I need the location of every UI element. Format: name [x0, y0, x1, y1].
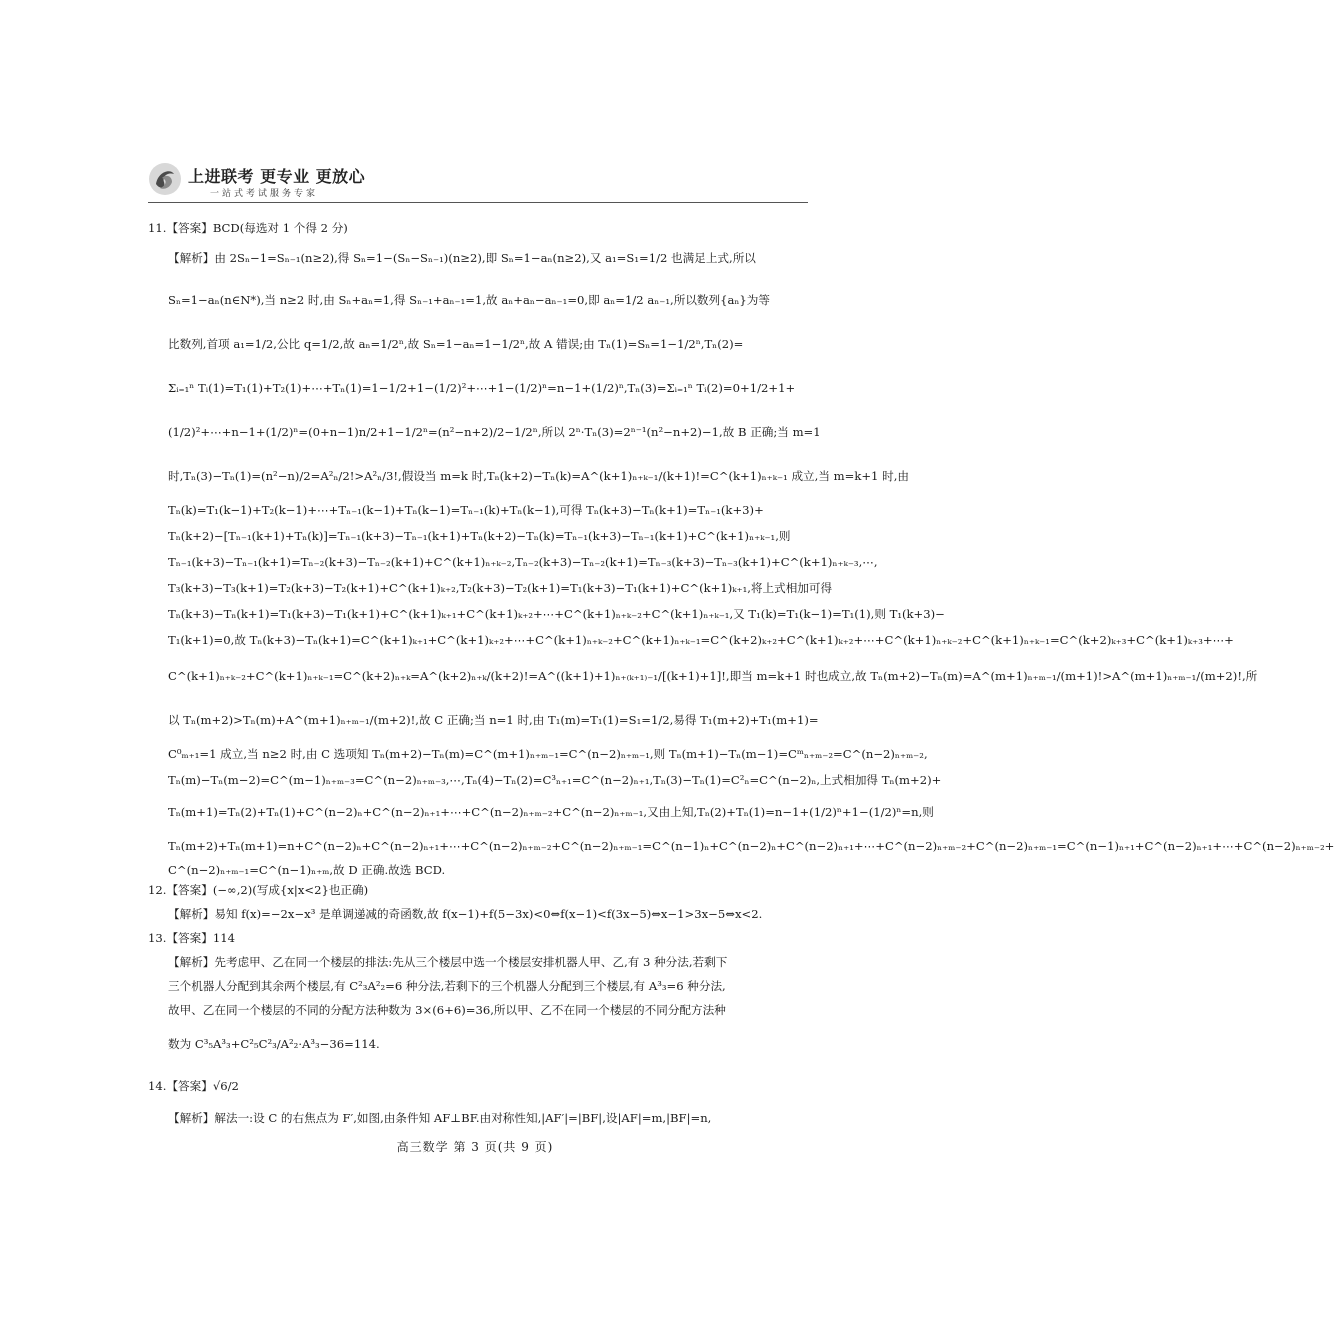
- solution-line: C^(k+1)ₙ₊ₖ₋₂+C^(k+1)ₙ₊ₖ₋₁=C^(k+2)ₙ₊ₖ=A^(k+2)ₙ₊ₖ/(k+2)!=A^((k+1)+1)ₙ₊₍ₖ₊₁₎₋₁/[(k+1)+1]!,即当 m=k+1 时也成立,故 Tₙ(m+2)−Tₙ(m)=A^(m+1)ₙ₊ₘ₋₁/(m+1)!>A^(m+1)ₙ₊ₘ₋₁/(m+2)!,所: [168, 669, 1258, 683]
- solution-line: 【解析】由 2Sₙ−1=Sₙ₋₁(n≥2),得 Sₙ=1−(Sₙ−Sₙ₋₁)(n≥2),即 Sₙ=1−aₙ(n≥2),又 a₁=S₁=1/2 也满足上式,所以: [168, 251, 756, 265]
- solution-line: 【解析】先考虑甲、乙在同一个楼层的排法:先从三个楼层中选一个楼层安排机器人甲、乙,有 3 种分法,若剩下: [168, 955, 728, 969]
- solution-line: Tₙ(m+2)+Tₙ(m+1)=n+C^(n−2)ₙ+C^(n−2)ₙ₊₁+⋯+C^(n−2)ₙ₊ₘ₋₂+C^(n−2)ₙ₊ₘ₋₁=C^(n−1)ₙ+C^(n−2)ₙ+C^(n−2)ₙ₊₁+⋯+C^(n−2)ₙ₊ₘ₋₂+C^(n−2)ₙ₊ₘ₋₁=C^(n−1)ₙ₊₁+C^(n−2)ₙ₊₁+⋯+C^(n−2)ₙ₊ₘ₋₂+: [168, 839, 1334, 853]
- solution-line: (1/2)²+⋯+n−1+(1/2)ⁿ=(0+n−1)n/2+1−1/2ⁿ=(n²−n+2)/2−1/2ⁿ,所以 2ⁿ·Tₙ(3)=2ⁿ⁻¹(n²−n+2)−1,故 B 正确;当 m=1: [168, 425, 821, 439]
- page-footer: 高三数学 第 3 页(共 9 页): [396, 1140, 554, 1154]
- solution-line: Σᵢ₌₁ⁿ Tᵢ(1)=T₁(1)+T₂(1)+⋯+Tₙ(1)=1−1/2+1−(1/2)²+⋯+1−(1/2)ⁿ=n−1+(1/2)ⁿ,Tₙ(3)=Σᵢ₌₁ⁿ Tᵢ(2)=0+1/2+1+: [168, 381, 796, 395]
- solution-line: T₃(k+3)−T₃(k+1)=T₂(k+3)−T₂(k+1)+C^(k+1)ₖ₊₂,T₂(k+3)−T₂(k+1)=T₁(k+3)−T₁(k+1)+C^(k+1)ₖ₊₁,将上式相加可得: [168, 581, 833, 595]
- page-header: [148, 162, 808, 206]
- brand-logo-icon: [148, 162, 182, 196]
- solution-line: 三个机器人分配到其余两个楼层,有 C²₃A²₂=6 种分法,若剩下的三个机器人分配到三个楼层,有 A³₃=6 种分法,: [168, 979, 726, 993]
- question-answer-line: 11.【答案】BCD(每选对 1 个得 2 分): [148, 221, 348, 235]
- solution-line: Tₙ(k)=T₁(k−1)+T₂(k−1)+⋯+Tₙ₋₁(k−1)+Tₙ(k−1)=Tₙ₋₁(k)+Tₙ(k−1),可得 Tₙ(k+3)−Tₙ(k+1)=Tₙ₋₁(k+3)+: [168, 503, 764, 517]
- solution-line: T₁(k+1)=0,故 Tₙ(k+3)−Tₙ(k+1)=C^(k+1)ₖ₊₁+C^(k+1)ₖ₊₂+⋯+C^(k+1)ₙ₊ₖ₋₂+C^(k+1)ₙ₊ₖ₋₁=C^(k+2)ₖ₊₂+C^(k+1)ₖ₊₂+⋯+C^(k+1)ₙ₊ₖ₋₂+C^(k+1)ₙ₊ₖ₋₁=C^(k+2)ₖ₊₃+C^(k+1)ₖ₊₃+⋯+: [168, 633, 1234, 647]
- solution-line: 比数列,首项 a₁=1/2,公比 q=1/2,故 aₙ=1/2ⁿ,故 Sₙ=1−aₙ=1−1/2ⁿ,故 A 错误;由 Tₙ(1)=Sₙ=1−1/2ⁿ,Tₙ(2)=: [168, 337, 744, 351]
- solution-line: C^(n−2)ₙ₊ₘ₋₁=C^(n−1)ₙ₊ₘ,故 D 正确.故选 BCD.: [168, 863, 446, 877]
- solution-line: Tₙ(m)−Tₙ(m−2)=C^(m−1)ₙ₊ₘ₋₃=C^(n−2)ₙ₊ₘ₋₃,⋯,Tₙ(4)−Tₙ(2)=C³ₙ₊₁=C^(n−2)ₙ₊₁,Tₙ(3)−Tₙ(1)=C²ₙ=C^(n−2)ₙ,上式相加得 Tₙ(m+2)+: [168, 773, 942, 787]
- solution-line: 时,Tₙ(3)−Tₙ(1)=(n²−n)/2=A²ₙ/2!>A²ₙ/3!,假设当 m=k 时,Tₙ(k+2)−Tₙ(k)=A^(k+1)ₙ₊ₖ₋₁/(k+1)!=C^(k+1)ₙ₊ₖ₋₁ 成立,当 m=k+1 时,由: [168, 469, 909, 483]
- solution-line: C⁰ₘ₊₁=1 成立,当 n≥2 时,由 C 选项知 Tₙ(m+2)−Tₙ(m)=C^(m+1)ₙ₊ₘ₋₁=C^(n−2)ₙ₊ₘ₋₁,则 Tₙ(m+1)−Tₙ(m−1)=Cᵐₙ₊ₘ₋₂=C^(n−2)ₙ₊ₘ₋₂,: [168, 747, 928, 761]
- question-answer-line: 13.【答案】114: [148, 931, 235, 945]
- brand-slogan: 上进联考 更专业 更放心: [188, 167, 366, 186]
- brand-tagline: 一站式考试服务专家: [210, 189, 319, 199]
- solution-line: Tₙ(k+2)−[Tₙ₋₁(k+1)+Tₙ(k)]=Tₙ₋₁(k+3)−Tₙ₋₁(k+1)+Tₙ(k+2)−Tₙ(k)=Tₙ₋₁(k+3)−Tₙ₋₁(k+1)+C^(k+1)ₙ₊ₖ₋₁,则: [168, 529, 791, 543]
- solution-line: 故甲、乙在同一个楼层的不同的分配方法种数为 3×(6+6)=36,所以甲、乙不在同一个楼层的不同分配方法种: [168, 1003, 726, 1017]
- header-divider: [148, 202, 808, 203]
- solution-line: Tₙ(k+3)−Tₙ(k+1)=T₁(k+3)−T₁(k+1)+C^(k+1)ₖ₊₁+C^(k+1)ₖ₊₂+⋯+C^(k+1)ₙ₊ₖ₋₂+C^(k+1)ₙ₊ₖ₋₁,又 T₁(k)=T₁(k−1)=T₁(1),则 T₁(k+3)−: [168, 607, 945, 621]
- solution-line: 数为 C³₅A³₃+C²₅C²₃/A²₂·A³₃−36=114.: [168, 1037, 380, 1051]
- question-answer-line: 12.【答案】(−∞,2)(写成{x|x<2}也正确): [148, 883, 369, 897]
- solution-line: 【解析】解法一:设 C 的右焦点为 F′,如图,由条件知 AF⊥BF.由对称性知,|AF′|=|BF|,设|AF|=m,|BF|=n,: [168, 1111, 712, 1125]
- question-answer-line: 14.【答案】√6/2: [148, 1079, 239, 1093]
- solution-line: 【解析】易知 f(x)=−2x−x³ 是单调递减的奇函数,故 f(x−1)+f(5−3x)<0⇔f(x−1)<f(3x−5)⇔x−1>3x−5⇔x<2.: [168, 907, 763, 921]
- solution-line: 以 Tₙ(m+2)>Tₙ(m)+A^(m+1)ₙ₊ₘ₋₁/(m+2)!,故 C 正确;当 n=1 时,由 T₁(m)=T₁(1)=S₁=1/2,易得 T₁(m+2)+T₁(m+1)=: [168, 713, 819, 727]
- solution-line: Sₙ=1−aₙ(n∈N*),当 n≥2 时,由 Sₙ+aₙ=1,得 Sₙ₋₁+aₙ₋₁=1,故 aₙ+aₙ−aₙ₋₁=0,即 aₙ=1/2 aₙ₋₁,所以数列{aₙ}为等: [168, 293, 770, 307]
- solution-line: Tₙ(m+1)=Tₙ(2)+Tₙ(1)+C^(n−2)ₙ+C^(n−2)ₙ₊₁+⋯+C^(n−2)ₙ₊ₘ₋₂+C^(n−2)ₙ₊ₘ₋₁,又由上知,Tₙ(2)+Tₙ(1)=n−1+(1/2)ⁿ+1−(1/2)ⁿ=n,则: [168, 805, 934, 819]
- solution-line: Tₙ₋₁(k+3)−Tₙ₋₁(k+1)=Tₙ₋₂(k+3)−Tₙ₋₂(k+1)+C^(k+1)ₙ₊ₖ₋₂,Tₙ₋₂(k+3)−Tₙ₋₂(k+1)=Tₙ₋₃(k+3)−Tₙ₋₃(k+1)+C^(k+1)ₙ₊ₖ₋₃,⋯,: [168, 555, 878, 569]
